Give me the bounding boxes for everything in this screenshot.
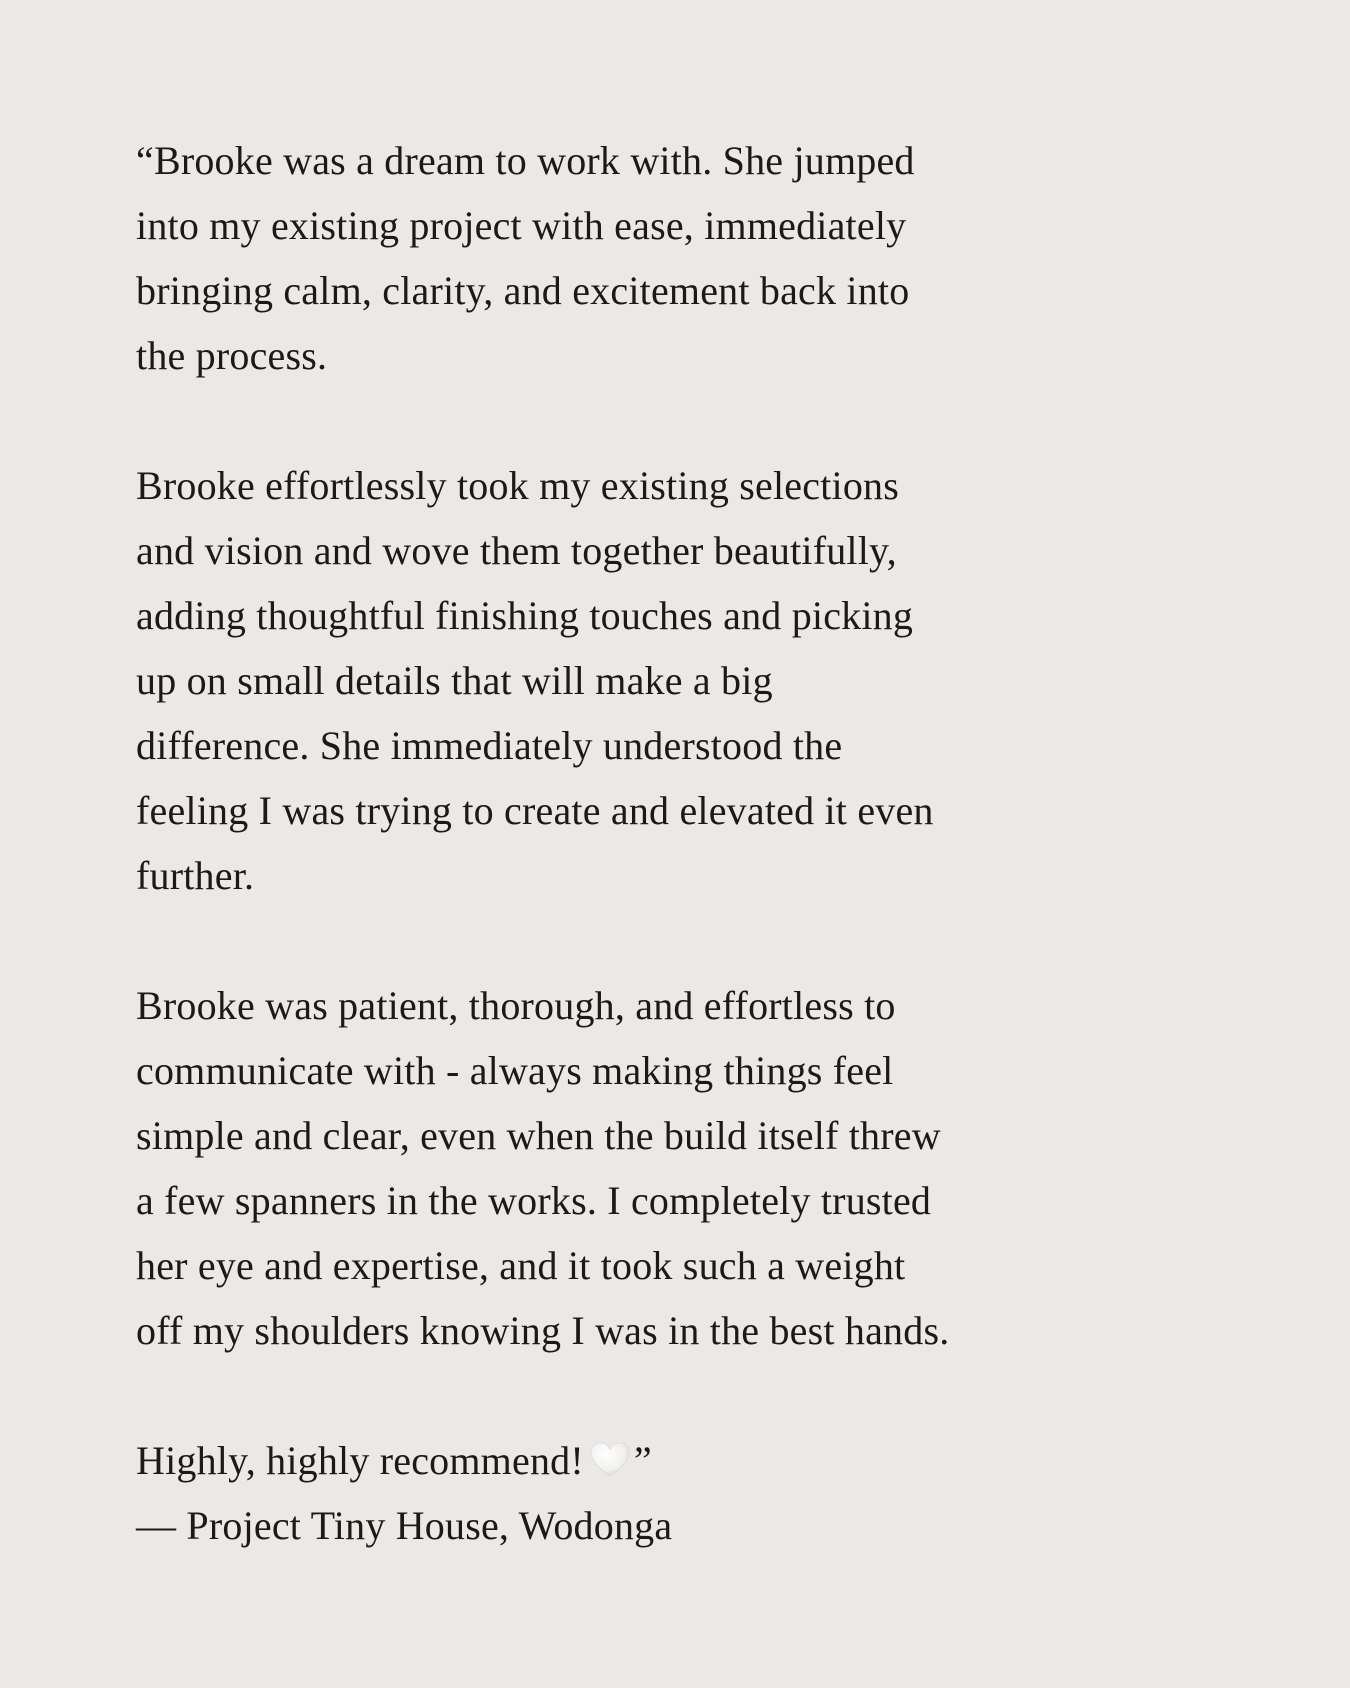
text-line: the process. — [136, 333, 328, 378]
paragraph-intro — [136, 128, 1056, 388]
text-line: Brooke was patient, thorough, and effortless to — [136, 983, 896, 1028]
text-line: “Brooke was a dream to work with. She jumped — [136, 138, 915, 183]
testimonial-quote — [136, 128, 1056, 1558]
text-line: up on small details that will make a big — [136, 658, 773, 703]
closing-quote-mark: ” — [633, 1438, 652, 1483]
text-line: into my existing project with ease, immediately — [136, 203, 907, 248]
text-line: and vision and wove them together beautifully, — [136, 528, 897, 573]
text-line: communicate with - always making things feel — [136, 1048, 894, 1093]
attribution-text: — Project Tiny House, Wodonga — [136, 1503, 673, 1548]
text-line: her eye and expertise, and it took such a weight — [136, 1243, 906, 1288]
attribution — [136, 1493, 1056, 1558]
text-line: difference. She immediately understood the — [136, 723, 843, 768]
text-line: bringing calm, clarity, and excitement back into — [136, 268, 910, 313]
closing-text: Highly, highly recommend! — [136, 1438, 584, 1483]
text-line: Brooke effortlessly took my existing selections — [136, 463, 899, 508]
text-line: off my shoulders knowing I was in the best hands. — [136, 1308, 950, 1353]
text-line: further. — [136, 853, 255, 898]
closing-line — [136, 1428, 1056, 1493]
white-heart-icon — [590, 1432, 630, 1468]
text-line: adding thoughtful finishing touches and picking — [136, 593, 914, 638]
paragraph-selections — [136, 453, 1056, 908]
closing-recommendation — [136, 1428, 1056, 1493]
text-line: a few spanners in the works. I completely trusted — [136, 1178, 932, 1223]
text-line: feeling I was trying to create and elevated it even — [136, 788, 934, 833]
paragraph-communication — [136, 973, 1056, 1363]
text-line: simple and clear, even when the build itself threw — [136, 1113, 941, 1158]
